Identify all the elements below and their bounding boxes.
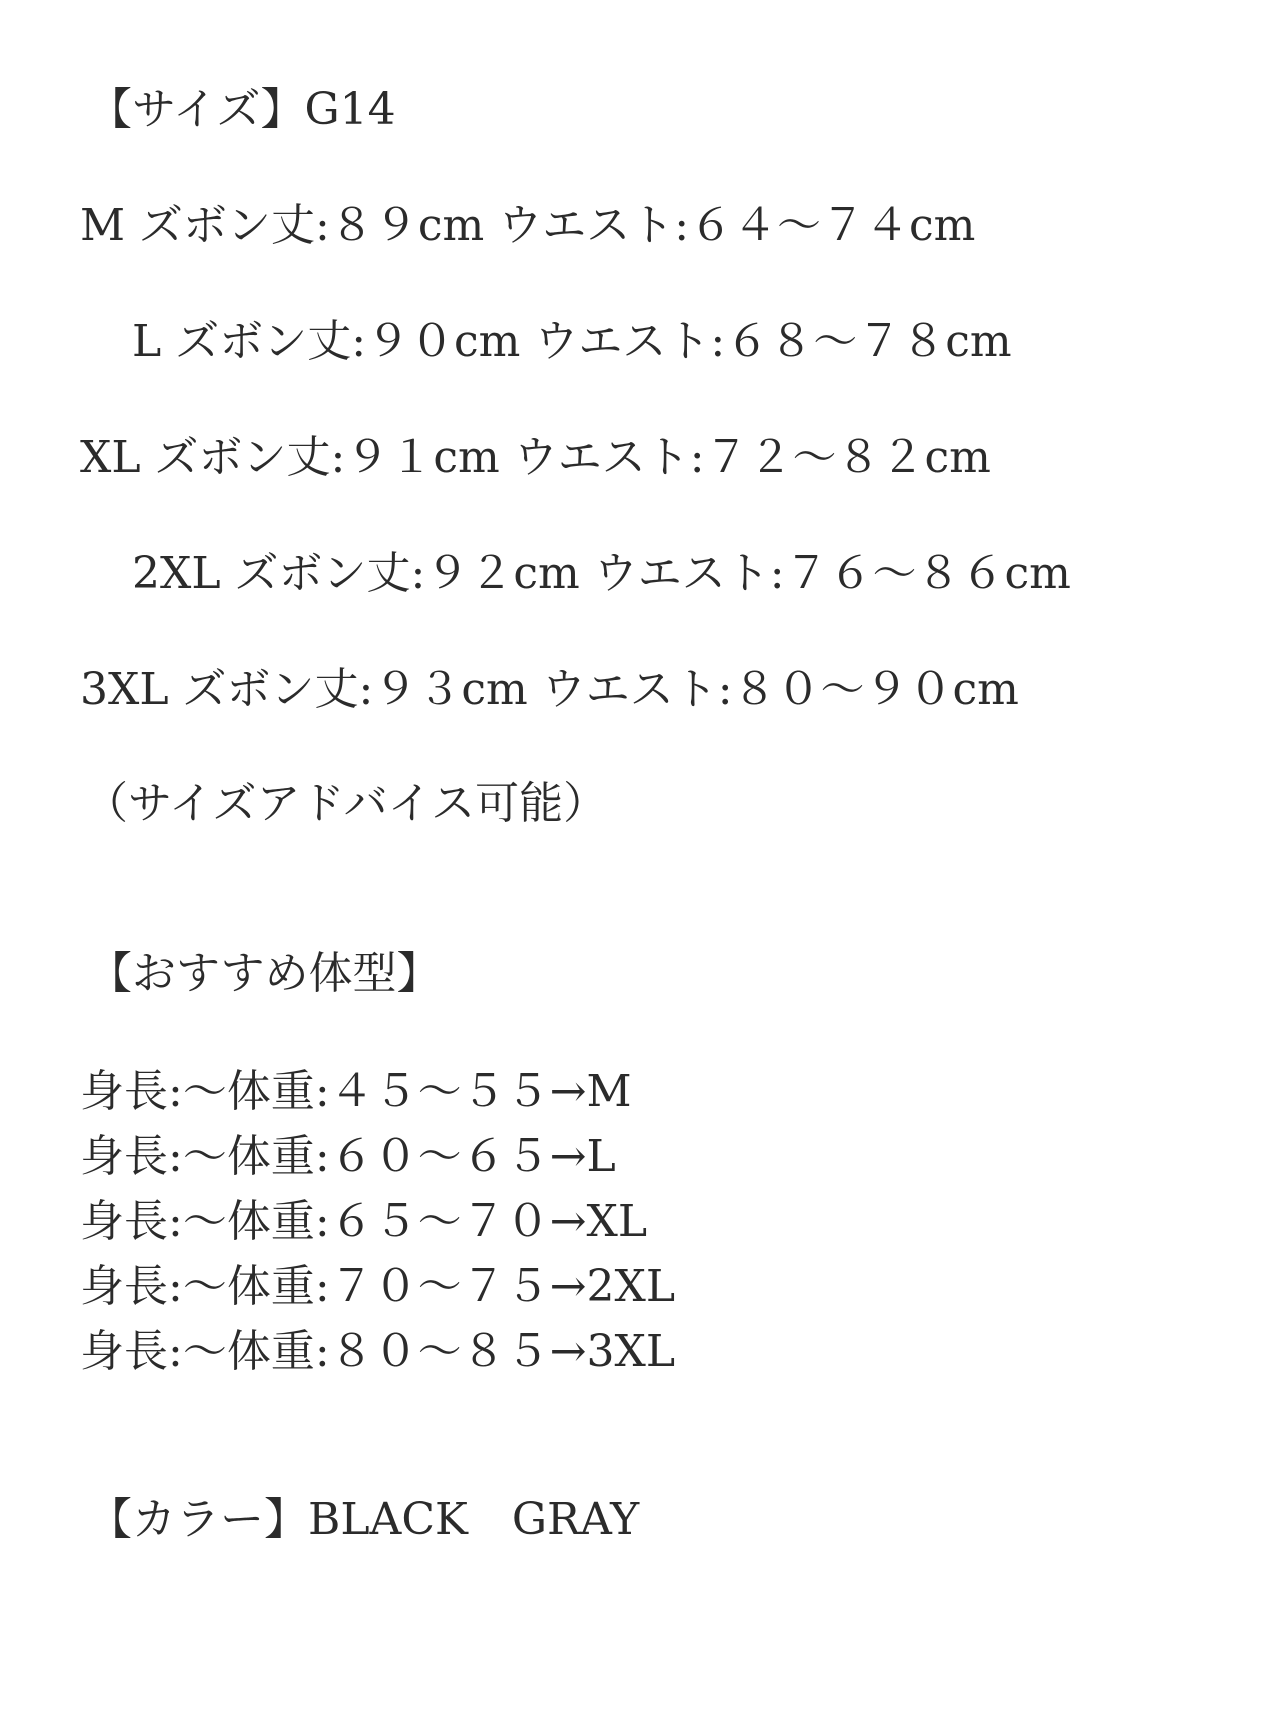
body-type-heading: 【おすすめ体型】	[88, 948, 441, 999]
size-advice-note: （サイズアドバイス可能）	[84, 778, 608, 829]
size-heading: 【サイズ】G14	[88, 84, 396, 135]
size-row-3xl: 3XL ズボン丈:９３cm ウエスト:８０〜９０cm	[80, 664, 1019, 715]
size-row-l: L ズボン丈:９０cm ウエスト:６８〜７８cm	[132, 316, 1012, 367]
body-type-row-3xl: 身長:〜体重:８０〜８５→3XL	[80, 1326, 676, 1377]
size-row-2xl: 2XL ズボン丈:９２cm ウエスト:７６〜８６cm	[132, 548, 1071, 599]
body-type-row-m: 身長:〜体重:４５〜５５→M	[80, 1066, 632, 1117]
body-type-row-l: 身長:〜体重:６０〜６５→L	[80, 1131, 616, 1182]
size-row-m: M ズボン丈:８９cm ウエスト:６４〜７４cm	[80, 200, 976, 251]
body-type-row-xl: 身長:〜体重:６５〜７０→XL	[80, 1196, 648, 1247]
color-heading: 【カラー】BLACK GRAY	[88, 1494, 640, 1545]
body-type-row-2xl: 身長:〜体重:７０〜７５→2XL	[80, 1261, 676, 1312]
size-row-xl: XL ズボン丈:９１cm ウエスト:７２〜８２cm	[80, 432, 991, 483]
